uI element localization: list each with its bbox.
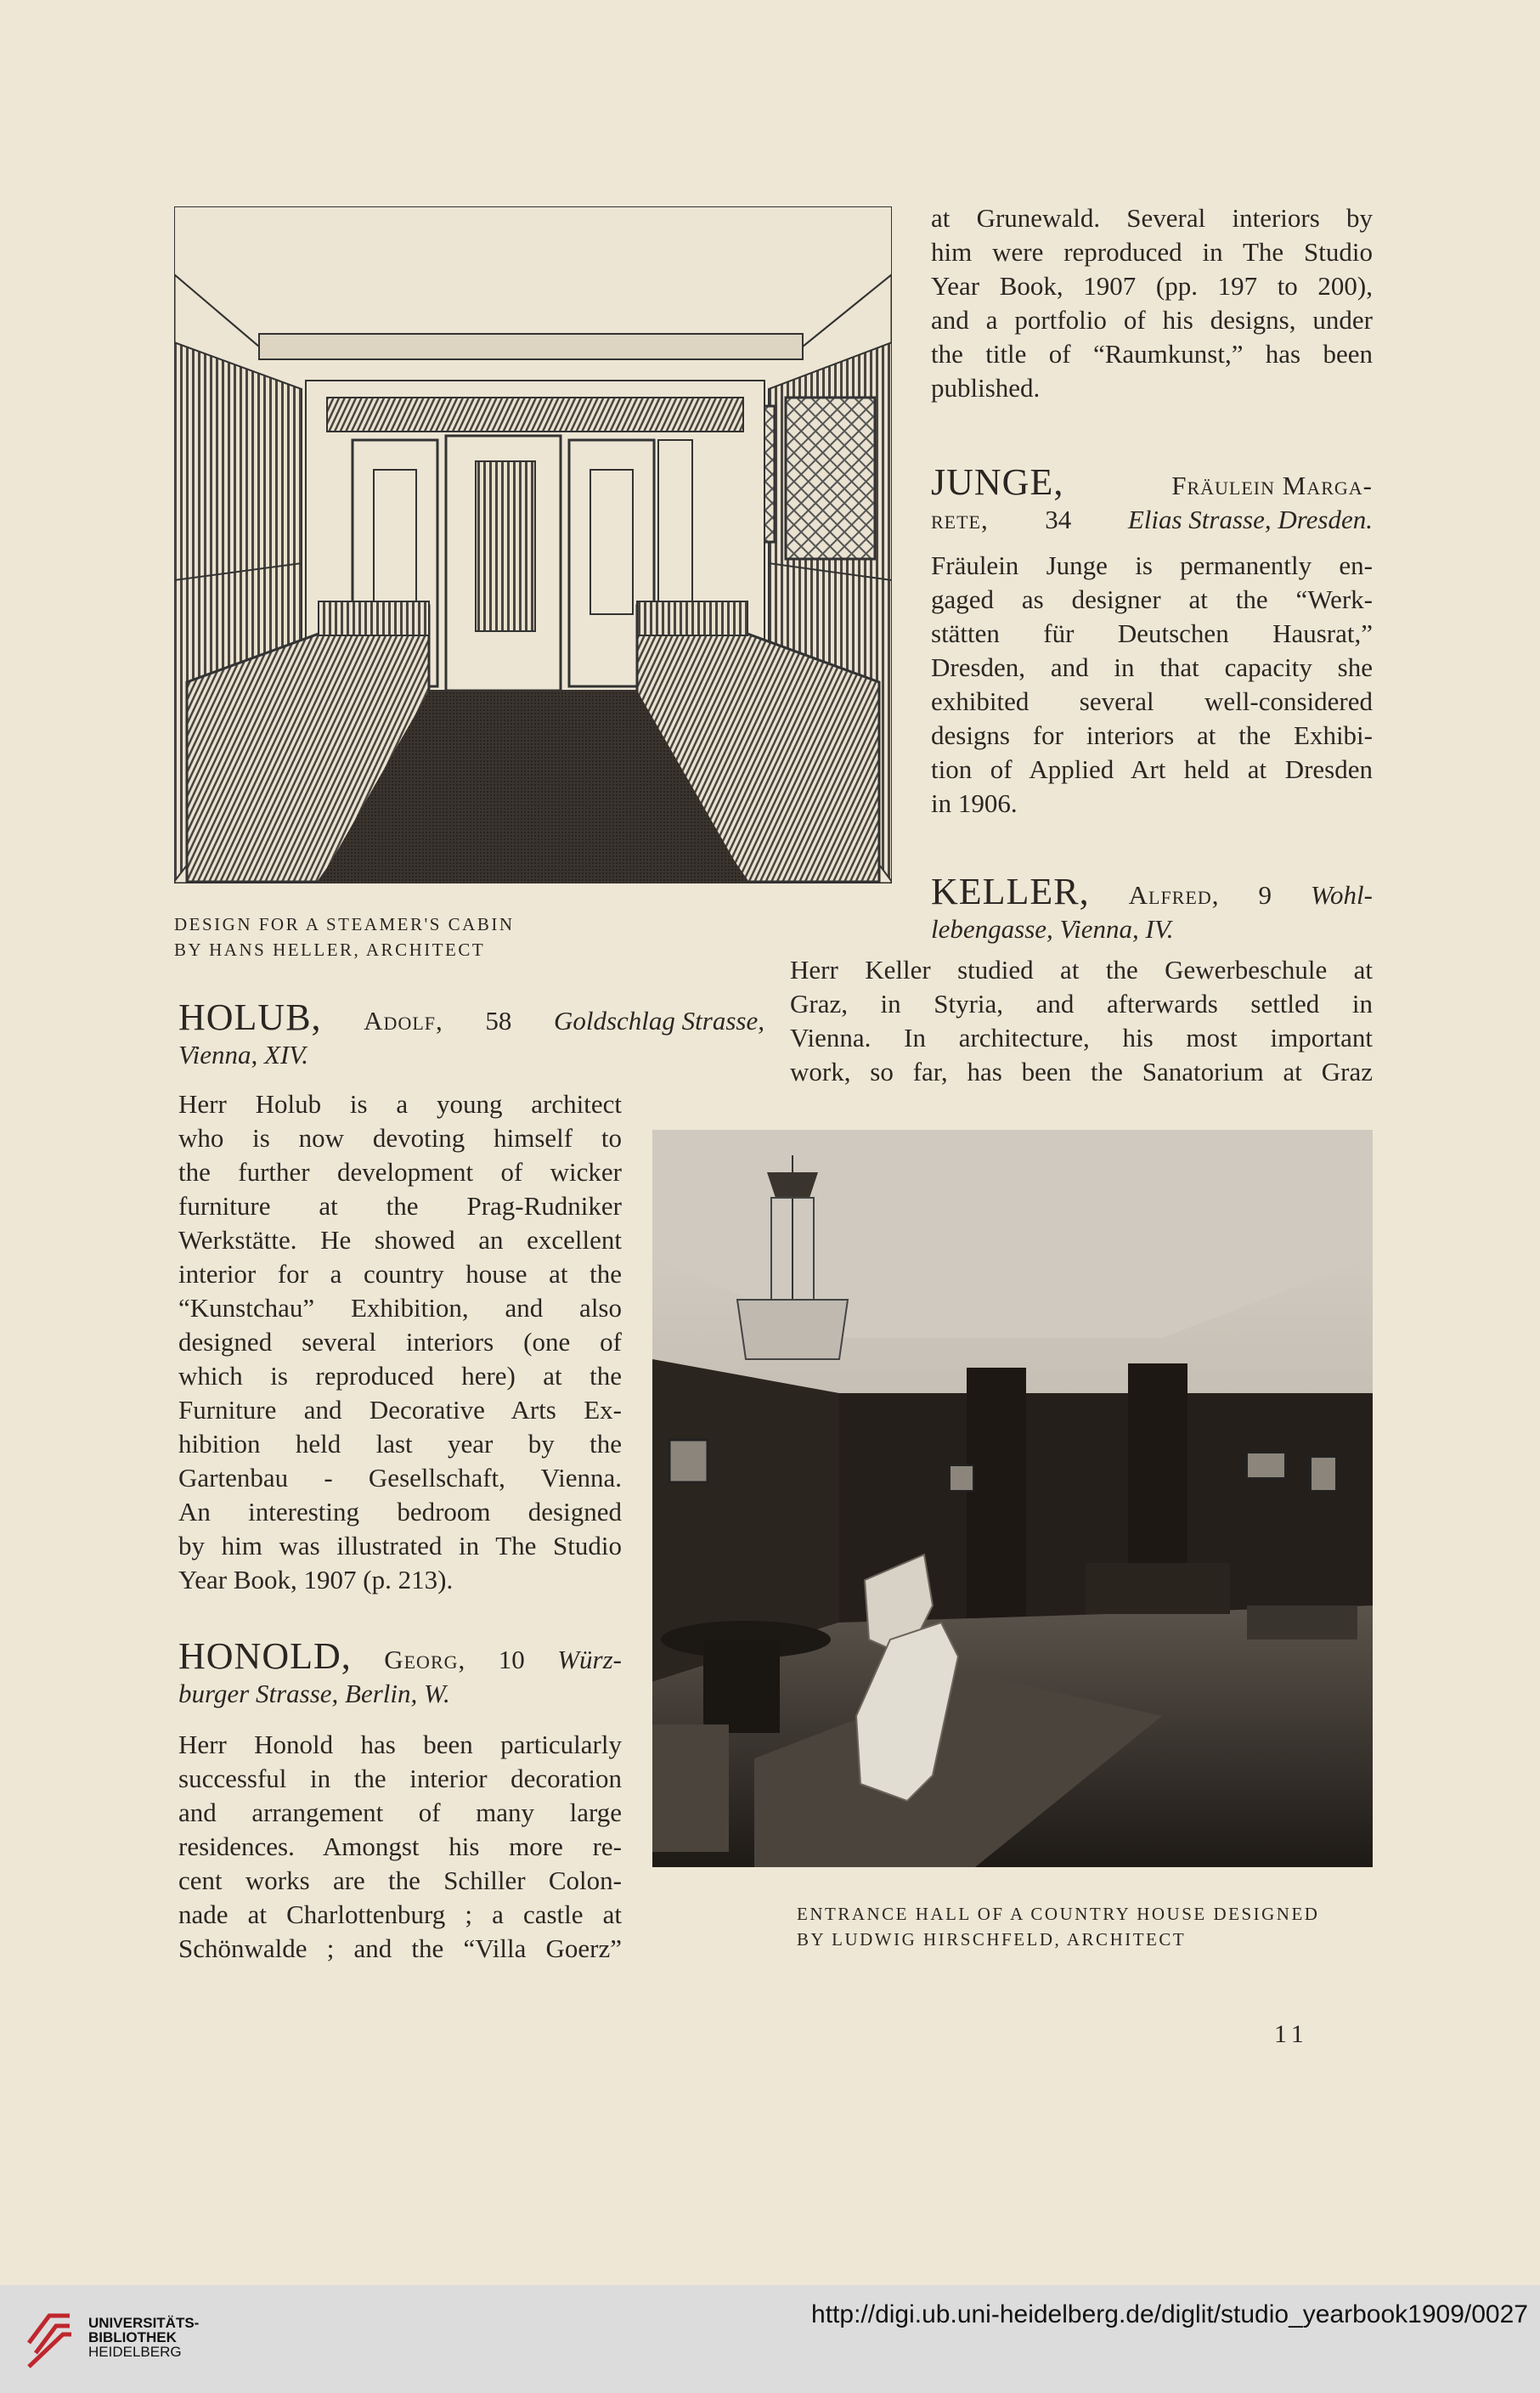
text-line: Dresden, and in that capacity she (931, 652, 1373, 682)
holub-paragraph (178, 1087, 622, 1597)
text-line: hibition held last year by the (178, 1429, 622, 1459)
steamer-caption (174, 911, 769, 962)
honold-firstname: Georg, (384, 1645, 466, 1674)
honold-street: Würz- (557, 1645, 622, 1674)
footer-bar (0, 2285, 1540, 2393)
text-line: Graz, in Styria, and afterwards settled in (790, 989, 1373, 1019)
hall-caption-line-2: BY LUDWIG HIRSCHFELD, ARCHITECT (797, 1929, 1187, 1950)
text-line: him were reproduced in The Studio (931, 237, 1373, 267)
text-line: who is now devoting himself to (178, 1123, 622, 1153)
keller-paragraph (790, 953, 1373, 1089)
honold-name: HONOLD, (178, 1635, 352, 1677)
junge-rete: rete, (931, 505, 989, 534)
text-line: Year Book, 1907 (p. 213). (178, 1565, 454, 1594)
text-line: Vienna. In architecture, his most important (790, 1023, 1373, 1053)
keller-street: Wohl- (1311, 880, 1373, 910)
text-line: Werkstätte. He showed an excellent (178, 1225, 622, 1255)
keller-firstname: Alfred, (1128, 880, 1220, 910)
hall-caption-line-1: ENTRANCE HALL OF A COUNTRY HOUSE DESIGNED (797, 1904, 1320, 1924)
text-line: published. (931, 373, 1041, 403)
text-line: Herr Holub is a young architect (178, 1089, 622, 1119)
keller-number: 9 (1258, 880, 1272, 910)
holub-heading (178, 996, 764, 1072)
text-line: designed several interiors (one of (178, 1327, 622, 1357)
steamer-caption-line-1: DESIGN FOR A STEAMER'S CABIN (174, 914, 515, 934)
text-line: successful in the interior decoration (178, 1764, 622, 1793)
holub-number: 58 (485, 1006, 512, 1036)
junge-number: 34 (1045, 505, 1072, 534)
text-line: work, so far, has been the Sanatorium at Graz (790, 1057, 1373, 1086)
honold-address: burger Strasse, Berlin, W. (178, 1679, 450, 1708)
junge-address: Elias Strasse, Dresden. (1127, 505, 1373, 534)
text-line: at Grunewald. Several interiors by (931, 203, 1373, 233)
text-line: exhibited several well-considered (931, 686, 1373, 716)
text-line: the title of “Raumkunst,” has been (931, 339, 1373, 369)
hall-caption (797, 1901, 1383, 1952)
text-line: stätten für Deutschen Hausrat,” (931, 618, 1373, 648)
text-line: and arrangement of many large (178, 1798, 622, 1827)
text-line: Furniture and Decorative Arts Ex- (178, 1395, 622, 1425)
junge-paragraph (931, 549, 1373, 821)
permalink-url[interactable]: http://digi.ub.uni-heidelberg.de/diglit/studio_yearbook1909/0027 (811, 2300, 1528, 2328)
holub-street: Goldschlag Strasse, (553, 1006, 764, 1036)
text-line: furniture at the Prag-Rudniker (178, 1191, 622, 1221)
honold-heading (178, 1635, 622, 1711)
library-name-line: UNIVERSITÄTS- (88, 2315, 200, 2331)
honold-paragraph (178, 1728, 622, 1966)
steamer-cabin-illustration (174, 206, 892, 883)
junge-title: Fräulein Marga- (1171, 471, 1373, 500)
library-logo-icon (24, 2309, 76, 2370)
text-line: An interesting bedroom designed (178, 1497, 622, 1527)
library-name-line: BIBLIOTHEK (88, 2329, 177, 2345)
holub-name: HOLUB, (178, 996, 322, 1038)
holub-firstname: Adolf, (364, 1006, 443, 1036)
keller-name: KELLER, (931, 871, 1090, 912)
text-line: cent works are the Schiller Colon- (178, 1865, 622, 1895)
holub-address: Vienna, XIV. (178, 1040, 308, 1070)
keller-address: lebengasse, Vienna, IV. (931, 914, 1174, 944)
junge-heading (931, 461, 1373, 537)
text-line: Fräulein Junge is permanently en- (931, 550, 1373, 580)
text-line: and a portfolio of his designs, under (931, 305, 1373, 335)
steamer-caption-line-2: BY HANS HELLER, ARCHITECT (174, 940, 486, 960)
junge-name: JUNGE, (931, 461, 1064, 503)
text-line: Schönwalde ; and the “Villa Goerz” (178, 1933, 622, 1963)
text-line: residences. Amongst his more re- (178, 1831, 622, 1861)
text-line: Gartenbau - Gesellschaft, Vienna. (178, 1463, 622, 1493)
honold-number: 10 (498, 1645, 525, 1674)
page-number: 11 (1274, 2020, 1309, 2048)
text-line: interior for a country house at the (178, 1259, 622, 1289)
text-line: by him was illustrated in The Studio (178, 1531, 622, 1561)
text-line: “Kunstchau” Exhibition, and also (178, 1293, 622, 1323)
text-line: designs for interiors at the Exhibi- (931, 720, 1373, 750)
text-line: tion of Applied Art held at Dresden (931, 754, 1373, 784)
entrance-hall-photo (652, 1130, 1373, 1867)
text-line: in 1906. (931, 788, 1018, 818)
library-name (88, 2316, 199, 2359)
text-line: the further development of wicker (178, 1157, 622, 1187)
text-line: which is reproduced here) at the (178, 1361, 622, 1391)
text-line: Herr Keller studied at the Gewerbeschule at (790, 955, 1373, 985)
library-name-line: HEIDELBERG (88, 2344, 182, 2360)
keller-heading (931, 871, 1373, 946)
grunewald-paragraph (931, 201, 1373, 405)
text-line: Herr Honold has been particularly (178, 1730, 622, 1759)
text-line: Year Book, 1907 (pp. 197 to 200), (931, 271, 1373, 301)
text-line: nade at Charlottenburg ; a castle at (178, 1899, 622, 1929)
text-line: gaged as designer at the “Werk- (931, 584, 1373, 614)
